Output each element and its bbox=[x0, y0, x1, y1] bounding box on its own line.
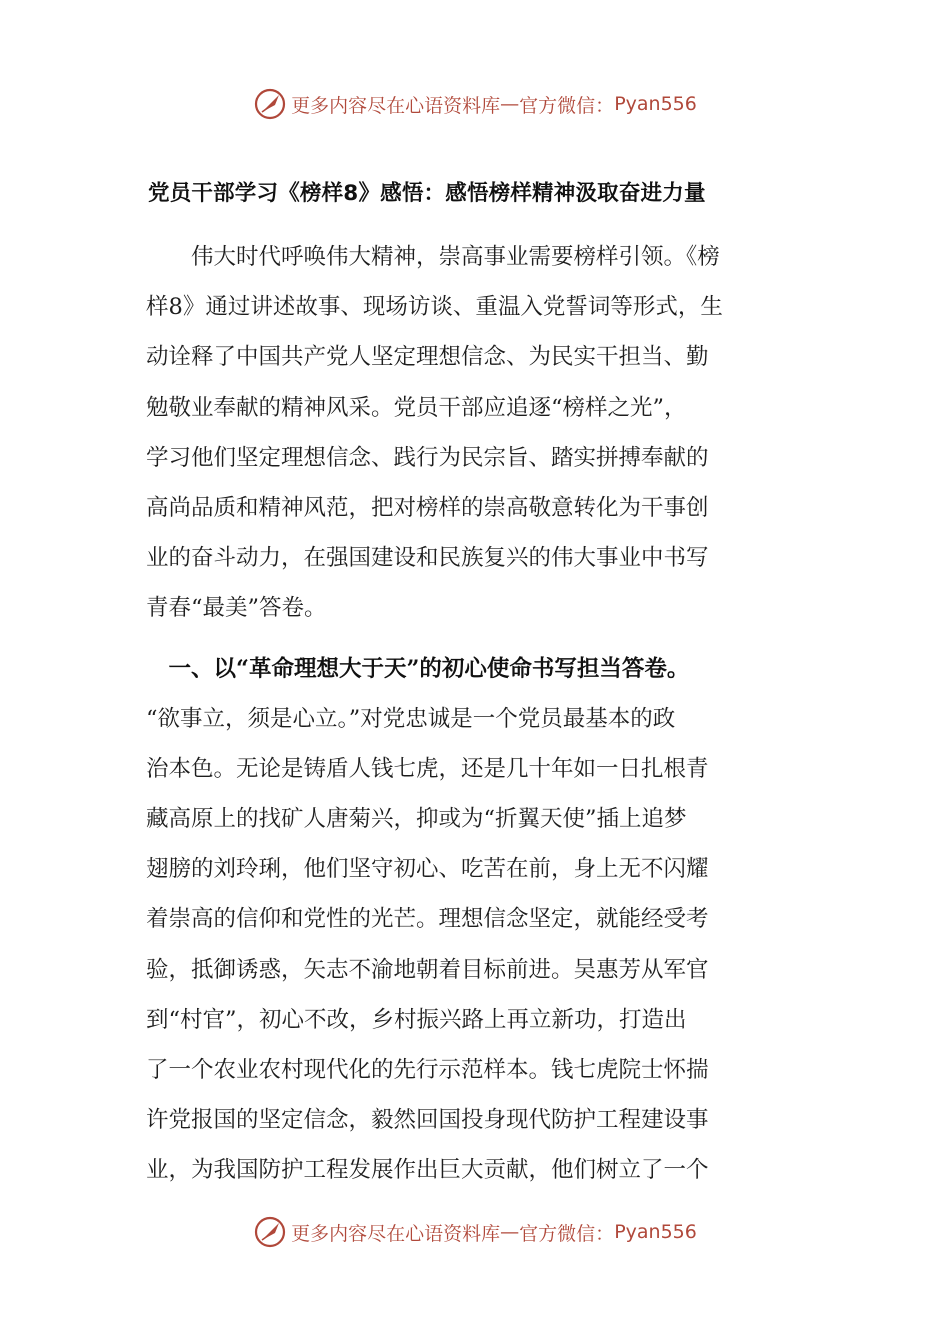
body-line: 了一个农业农村现代化的先行示范样本。钱七虎院士怀揣 bbox=[146, 1057, 709, 1083]
watermark-label: 官方微信： bbox=[519, 1222, 615, 1245]
body-line: 藏高原上的找矿人唐菊兴，抑或为“折翼天使”插上追梦 bbox=[146, 806, 687, 833]
body-line: 青春“最美”答卷。 bbox=[146, 595, 327, 622]
footer-watermark bbox=[0, 1212, 950, 1252]
body-line: 到“村官”，初心不改，乡村振兴路上再立新功，打造出 bbox=[146, 1006, 687, 1033]
body-line: 业的奋斗动力，在强国建设和民族复兴的伟大事业中书写 bbox=[146, 545, 709, 572]
body-line: 动诠释了中国共产党人坚定理想信念、为民实干担当、勤 bbox=[146, 344, 709, 371]
body-line: 样8》通过讲述故事、现场访谈、重温入党誓词等形式，生 bbox=[146, 294, 723, 321]
body-line: 验，抵御诱惑，矢志不渝地朝着目标前进。吴惠芳从军官 bbox=[146, 956, 709, 983]
body-line: 着崇高的信仰和党性的光芒。理想信念坚定，就能经受考 bbox=[146, 906, 709, 933]
watermark-main-text: 更多内容尽在心语资料库 bbox=[291, 1222, 501, 1245]
watermark-separator: — bbox=[500, 93, 520, 115]
body-line: 业，为我国防护工程发展作出巨大贡献，他们树立了一个 bbox=[146, 1157, 709, 1184]
quill-logo-icon bbox=[253, 87, 287, 121]
document-body bbox=[146, 232, 806, 1196]
body-line: 高尚品质和精神风范，把对榜样的崇高敬意转化为干事创 bbox=[146, 494, 709, 521]
document-title: 党员干部学习《榜样8》感悟：感悟榜样精神汲取奋进力量 bbox=[148, 181, 706, 206]
body-line: 许党报国的坚定信念，毅然回国投身现代防护工程建设事 bbox=[146, 1107, 709, 1134]
body-line: 治本色。无论是铸盾人钱七虎，还是几十年如一日扎根青 bbox=[146, 755, 709, 782]
body-line: 学习他们坚定理想信念、践行为民宗旨、踏实拼搏奉献的 bbox=[146, 444, 709, 471]
watermark-wechat-id: Pyan556 bbox=[614, 93, 697, 115]
section-heading: 一、以“革命理想大于天”的初心使命书写担当答卷。 bbox=[146, 655, 690, 682]
body-line: 勉敬业奉献的精神风采。党员干部应追逐“榜样之光”， bbox=[146, 394, 687, 421]
watermark-wechat-id: Pyan556 bbox=[614, 1221, 697, 1243]
watermark-main-text: 更多内容尽在心语资料库 bbox=[291, 94, 501, 117]
quill-logo-icon bbox=[253, 1215, 287, 1249]
header-watermark bbox=[0, 84, 950, 124]
watermark-separator: — bbox=[500, 1221, 520, 1243]
body-line: 伟大时代呼唤伟大精神，崇高事业需要榜样引领。《榜 bbox=[146, 244, 720, 270]
body-line: “欲事立，须是心立。”对党忠诚是一个党员最基本的政 bbox=[146, 705, 676, 732]
watermark-label: 官方微信： bbox=[519, 94, 615, 117]
body-line: 翅膀的刘玲琍，他们坚守初心、吃苦在前，身上无不闪耀 bbox=[146, 856, 709, 883]
